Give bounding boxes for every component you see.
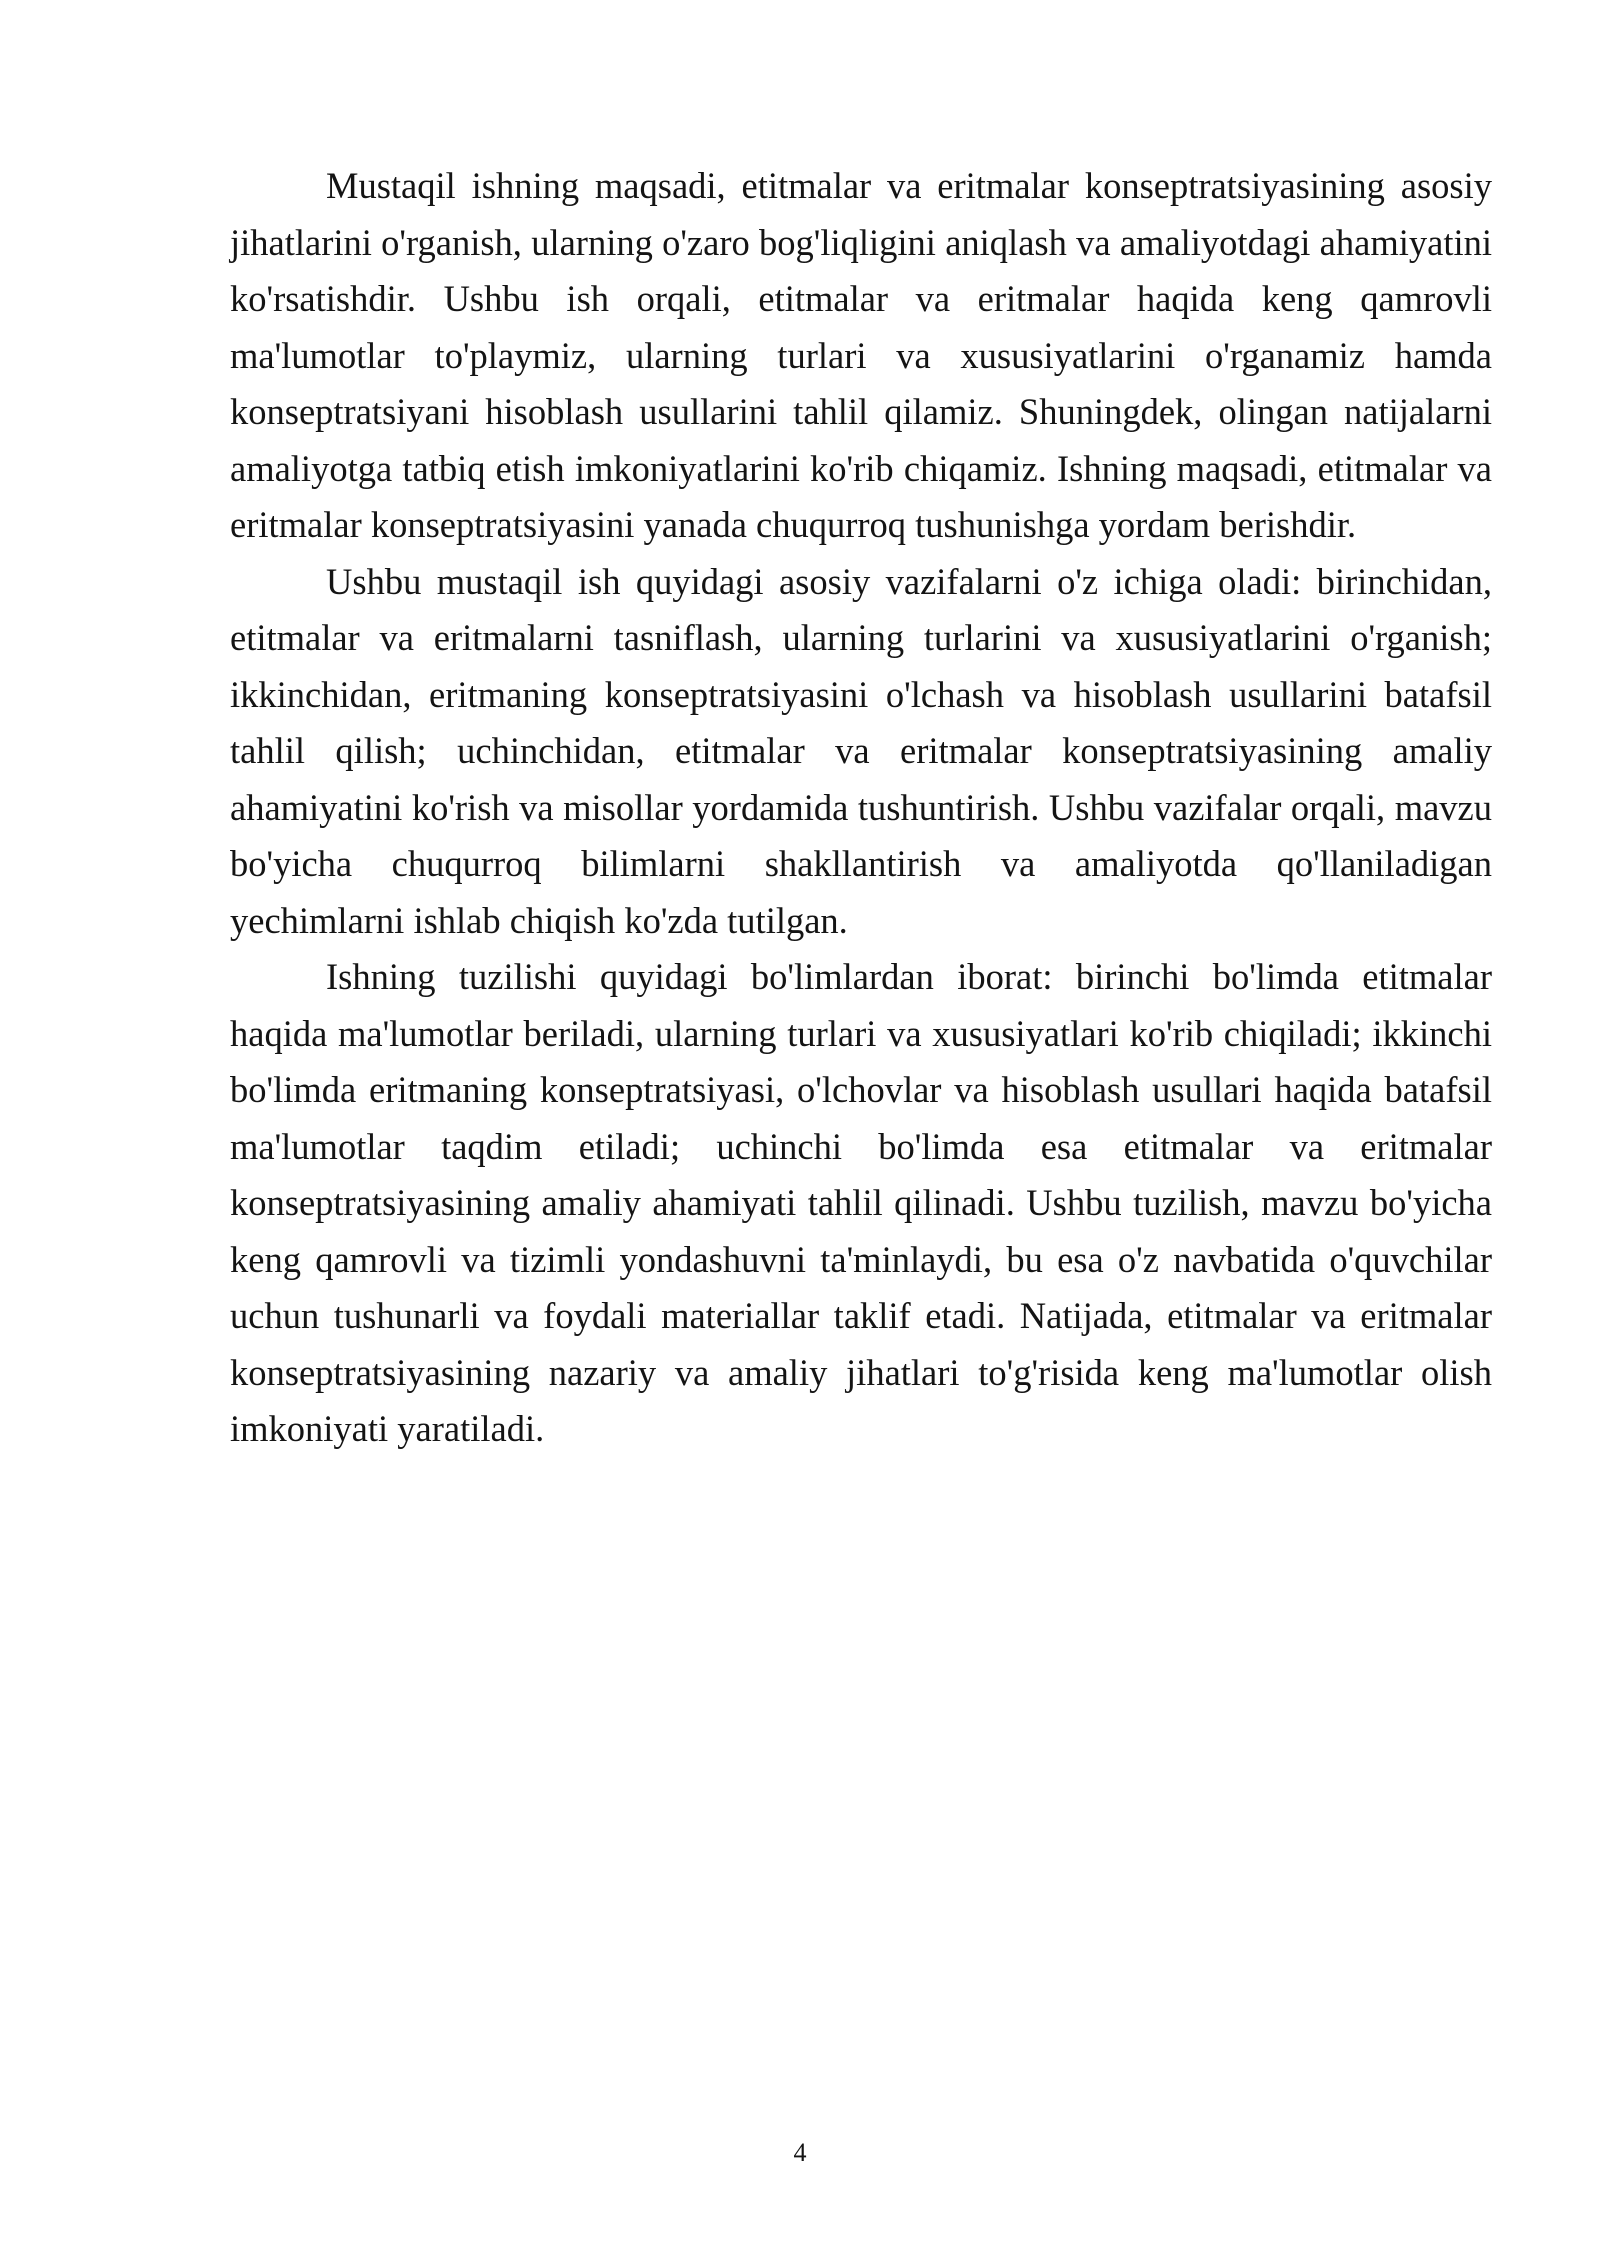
paragraph-tasks: Ushbu mustaqil ish quyidagi asosiy vazifalarni o'z ichiga oladi: birinchidan, etitmalar va eritmalarni tasniflash, ularning turlarini va xususiyatlarini o'rganish; ikkinchidan, eritmaning konseptratsiyasini o'lchash va hisoblash usullarini batafsil tahlil qilish; uchinchidan, etitmalar va eritmalar konseptratsiyasining amaliy ahamiyatini ko'rish va misollar yordamida tushuntirish. Ushbu vazifalar orqali, mavzu bo'yicha chuqurroq bilimlarni shakllantirish va amaliyotda qo'llaniladigan yechimlarni ishlab chiqish ko'zda tutilgan.: [230, 560, 1492, 941]
paragraph-goal: Mustaqil ishning maqsadi, etitmalar va eritmalar konseptratsiyasining asosiy jihatlarini o'rganish, ularning o'zaro bog'liqligini aniqlash va amaliyotdagi ahamiyatini ko'rsatishdir. Ushbu ish orqali, etitmalar va eritmalar haqida keng qamrovli ma'lumotlar to'playmiz, ularning turlari va xususiyatlarini o'rganamiz hamda konseptratsiyani hisoblash usullarini tahlil qilamiz. Shuningdek, olingan natijalarni amaliyotga tatbiq etish imkoniyatlarini ko'rib chiqamiz. Ishning maqsadi, etitmalar va eritmalar konseptratsiyasini yanada chuqurroq tushunishga yordam berishdir.: [230, 165, 1492, 545]
page-number: 4: [793, 2138, 807, 2167]
page-body: [230, 158, 1492, 1458]
paragraph-structure: Ishning tuzilishi quyidagi bo'limlardan iborat: birinchi bo'limda etitmalar haqida ma'lumotlar beriladi, ularning turlari va xususiyatlari ko'rib chiqiladi; ikkinchi bo'limda eritmaning konseptratsiyasi, o'lchovlar va hisoblash usullari haqida batafsil ma'lumotlar taqdim etiladi; uchinchi bo'limda esa etitmalar va eritmalar konseptratsiyasining amaliy ahamiyati tahlil qilinadi. Ushbu tuzilish, mavzu bo'yicha keng qamrovli va tizimli yondashuvni ta'minlaydi, bu esa o'z navbatida o'quvchilar uchun tushunarli va foydali materiallar taklif etadi. Natijada, etitmalar va eritmalar konseptratsiyasining nazariy va amaliy jihatlari to'g'risida keng ma'lumotlar olish imkoniyati yaratiladi.: [230, 956, 1492, 1449]
